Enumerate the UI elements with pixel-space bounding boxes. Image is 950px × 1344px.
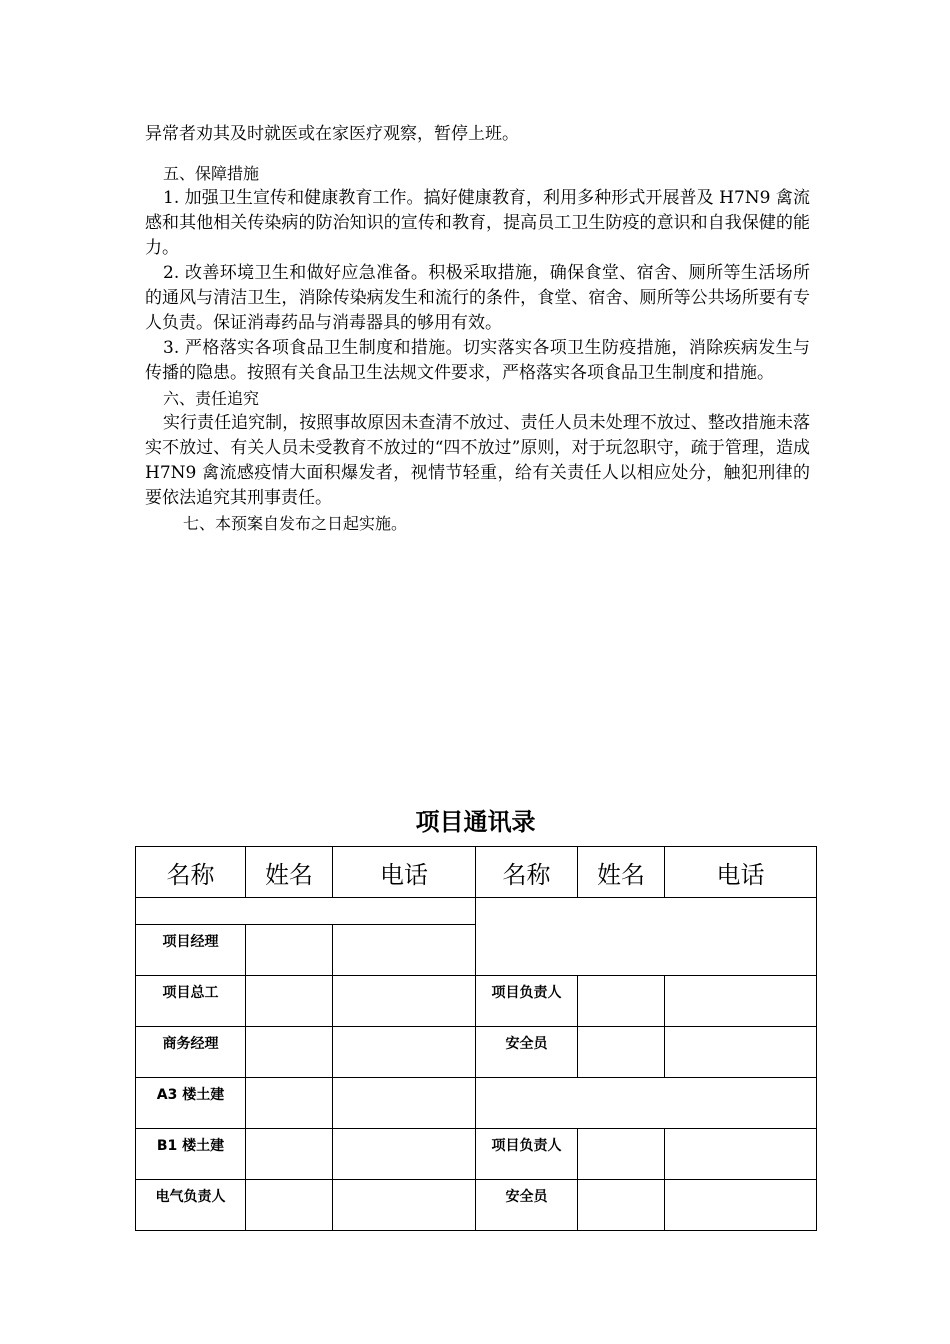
phone-cell [333,925,476,976]
section-heading: 六、责任追究 [163,389,260,408]
phone-cell [333,976,476,1027]
name-cell [246,1129,333,1180]
phone-cell [665,1129,817,1180]
header-cell: 姓名 [578,847,665,898]
header-cell: 名称 [136,847,246,898]
phone-cell [333,1180,476,1231]
role-cell: 商务经理 [136,1027,246,1078]
paragraph: 1. 加强卫生宣传和健康教育工作。搞好健康教育，利用多种形式开展普及 H7N9 禽流感和其他相关传染病的防治知识的宣传和教育，提高员工卫生防疫的意识和自我保健的能力。 [145,188,810,258]
name-cell [246,1027,333,1078]
header-cell: 名称 [476,847,578,898]
paragraph: 3. 严格落实各项食品卫生制度和措施。切实落实各项卫生防疫措施，消除疾病发生与传播的隐患。按照有关食品卫生法规文件要求，严格落实各项食品卫生制度和措施。 [145,338,810,383]
role-cell: 安全员 [476,1180,578,1231]
role-cell: A3 楼土建 [136,1078,246,1129]
table-row [136,1078,817,1129]
contact-directory-table [135,846,817,1231]
paragraph: 2. 改善环境卫生和做好应急准备。积极采取措施，确保食堂、宿舍、厕所等生活场所的通风与清洁卫生，消除传染病发生和流行的条件，食堂、宿舍、厕所等公共场所要有专人负责。保证消毒药品与消毒器具的够用有效。 [145,263,810,333]
phone-cell [665,976,817,1027]
table-title: 项目通讯录 [415,808,536,836]
role-cell: 项目负责人 [476,976,578,1027]
role-cell: 安全员 [476,1027,578,1078]
table-row [136,898,817,925]
spacer [145,147,810,161]
name-cell [246,1180,333,1231]
name-cell [246,925,333,976]
role-cell: 项目经理 [136,925,246,976]
paragraph: 异常者劝其及时就医或在家医疗观察，暂停上班。 [145,124,519,144]
role-cell: B1 楼土建 [136,1129,246,1180]
empty-cell [476,1078,817,1129]
table-row [136,1129,817,1180]
header-cell: 电话 [665,847,817,898]
name-cell [578,1129,665,1180]
table-row [136,1027,817,1078]
role-cell: 项目负责人 [476,1129,578,1180]
header-cell: 电话 [333,847,476,898]
table-row [136,1180,817,1231]
phone-cell [665,1180,817,1231]
phone-cell [333,1078,476,1129]
table-header-row [136,847,817,898]
name-cell [578,976,665,1027]
section-heading: 五、保障措施 [163,164,260,183]
name-cell [246,976,333,1027]
name-cell [578,1180,665,1231]
name-cell [246,1078,333,1129]
table-row [136,976,817,1027]
paragraph: 实行责任追究制，按照事故原因未查清不放过、责任人员未处理不放过、整改措施未落实不放过、有关人员未受教育不放过的“四不放过”原则，对于玩忽职守，疏于管理，造成 H7N9 禽流感疫情大面积爆发者，视情节轻重，给有关责任人以相应处分，触犯刑律的要依法追究其刑事责任。 [145,413,810,508]
role-cell: 电气负责人 [136,1180,246,1231]
empty-cell [476,898,817,976]
name-cell [578,1027,665,1078]
phone-cell [333,1129,476,1180]
document-body [145,122,810,536]
role-cell: 项目总工 [136,976,246,1027]
phone-cell [665,1027,817,1078]
empty-cell [136,898,476,925]
header-cell: 姓名 [246,847,333,898]
phone-cell [333,1027,476,1078]
section-heading: 七、本预案自发布之日起实施。 [183,514,408,533]
